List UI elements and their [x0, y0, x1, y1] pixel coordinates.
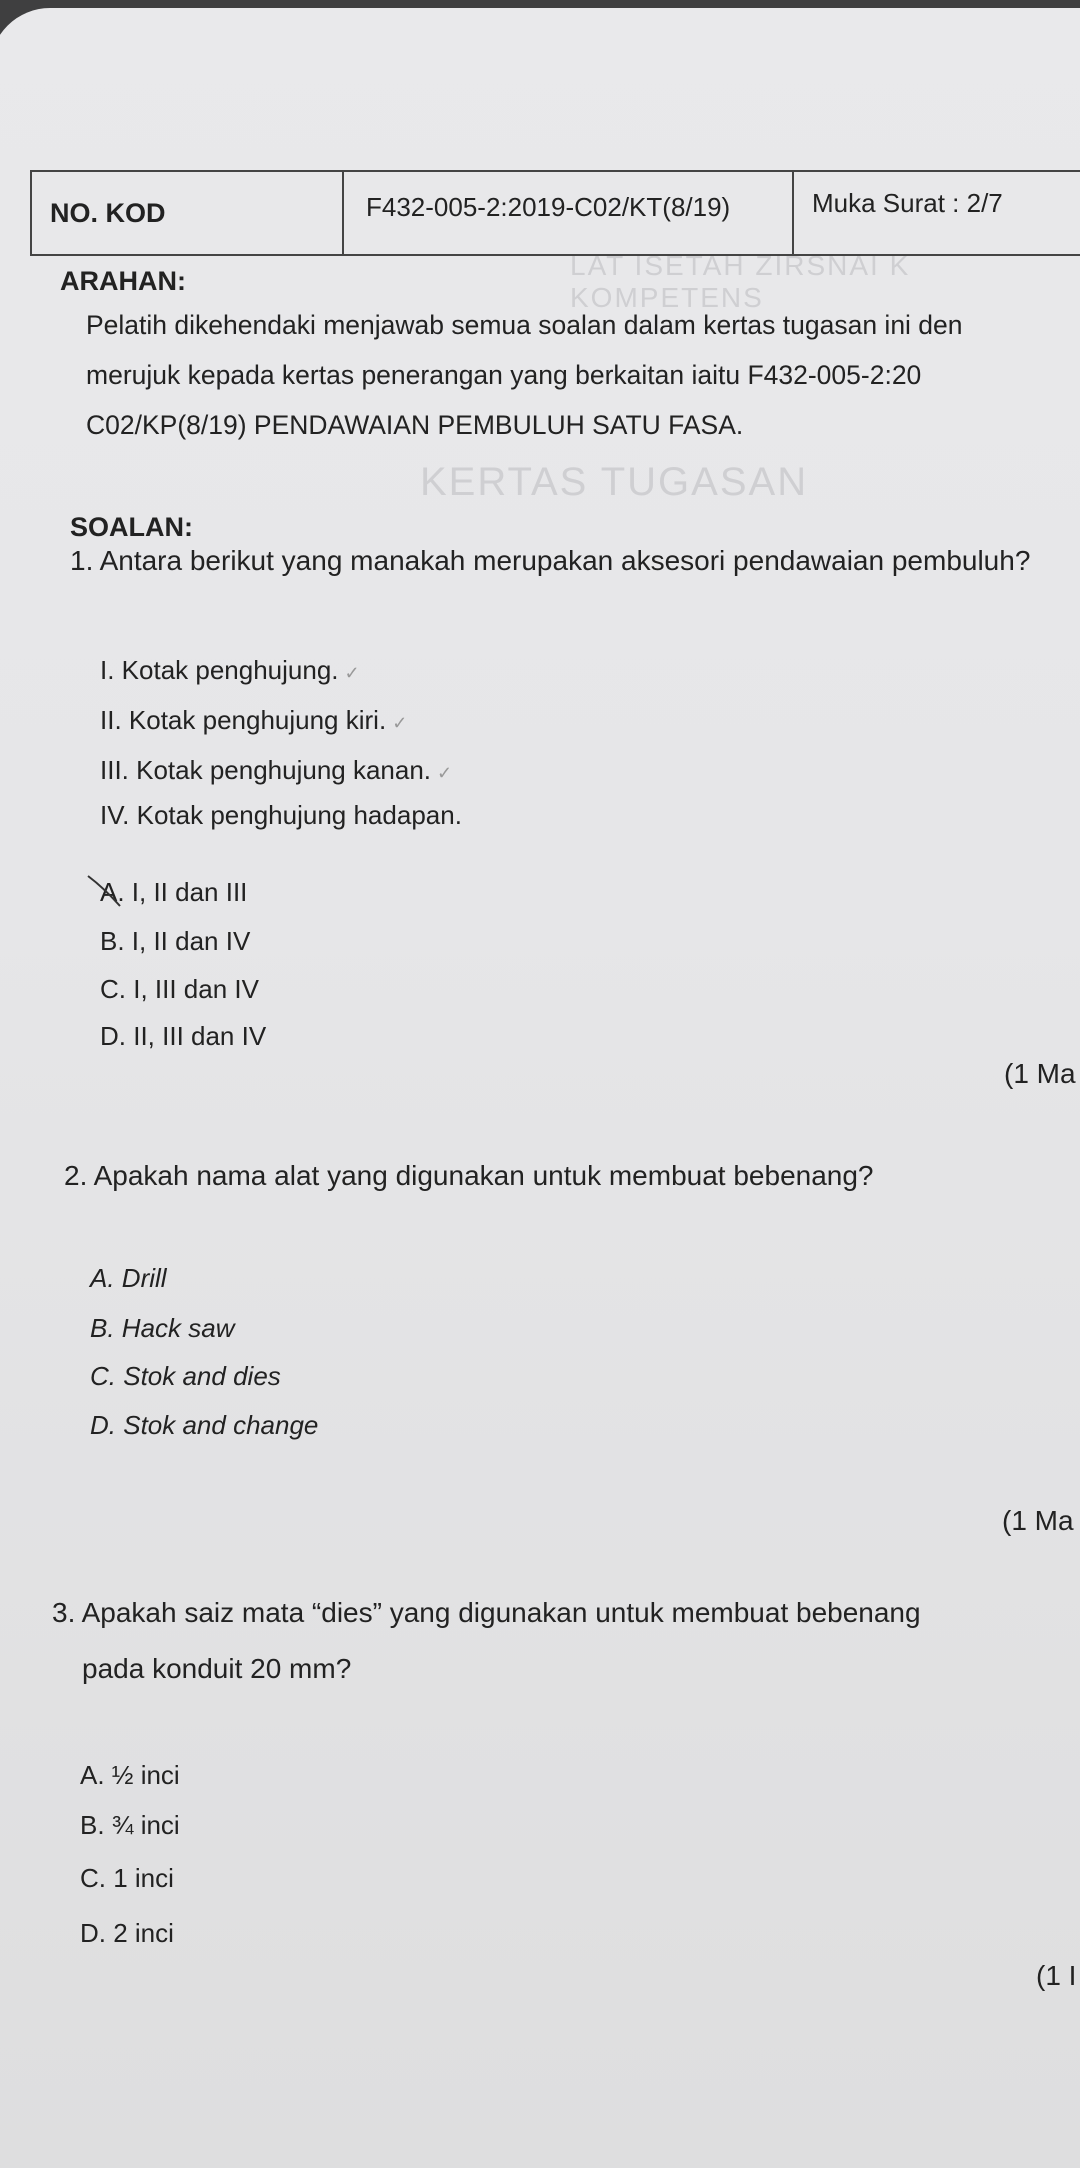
q2-mark: (1 Ma: [1002, 1505, 1074, 1536]
q2-option-a: A. Drill: [90, 1263, 167, 1293]
kod-label: NO. KOD: [32, 172, 344, 254]
arahan-line-2: merujuk kepada kertas penerangan yang berkaitan iaitu F432-005-2:20: [86, 360, 922, 390]
selection-cross-icon: [82, 866, 126, 910]
arahan-title: ARAHAN:: [60, 266, 186, 296]
q1-item-3: III. Kotak penghujung kanan. ✓: [100, 755, 453, 785]
q1-option-a: A. I, II dan III: [100, 877, 248, 907]
tick-mark-icon: ✓: [437, 763, 453, 783]
q1-item-4: IV. Kotak penghujung hadapan.: [100, 800, 462, 830]
question-3-line-1: 3. Apakah saiz mata “dies” yang digunakan untuk membuat bebenang: [52, 1597, 921, 1628]
q2-option-b: B. Hack saw: [90, 1313, 235, 1343]
q3-mark: (1 I: [1036, 1960, 1077, 1991]
page-number: Muka Surat : 2/7: [812, 188, 1003, 218]
question-2: 2. Apakah nama alat yang digunakan untuk membuat bebenang?: [64, 1160, 874, 1191]
q3-option-a: A. ½ inci: [80, 1760, 180, 1790]
question-3-line-2: pada konduit 20 mm?: [82, 1653, 352, 1684]
q1-option-b: B. I, II dan IV: [100, 926, 251, 956]
q2-option-d: D. Stok and change: [90, 1410, 319, 1440]
q1-mark: (1 Ma: [1004, 1058, 1076, 1089]
q1-option-c: C. I, III dan IV: [100, 974, 259, 1004]
q1-item-1: I. Kotak penghujung. ✓: [100, 655, 360, 685]
q1-item-2: II. Kotak penghujung kiri. ✓: [100, 705, 408, 735]
arahan-line-3: C02/KP(8/19) PENDAWAIAN PEMBULUH SATU FASA.: [86, 410, 744, 440]
header-table: [30, 170, 1080, 256]
q3-option-b: B. ¾ inci: [80, 1810, 180, 1840]
bleed-through-text: LAT ISETAH ZIRSNAI K KOMPETENS: [570, 250, 911, 313]
tick-mark-icon: ✓: [344, 663, 360, 683]
soalan-title: SOALAN:: [70, 512, 193, 542]
q2-option-c: C. Stok and dies: [90, 1361, 281, 1391]
kod-value: F432-005-2:2019-C02/KT(8/19): [344, 172, 794, 254]
bleed-through-text: KERTAS TUGASAN: [420, 460, 809, 504]
tick-mark-icon: ✓: [392, 713, 408, 733]
q3-option-c: C. 1 inci: [80, 1863, 174, 1893]
arahan-line-1: Pelatih dikehendaki menjawab semua soalan dalam kertas tugasan ini den: [86, 310, 963, 340]
q1-option-d: D. II, III dan IV: [100, 1021, 267, 1051]
q3-option-d: D. 2 inci: [80, 1918, 174, 1948]
question-1: 1. Antara berikut yang manakah merupakan aksesori pendawaian pembuluh?: [70, 545, 1031, 576]
